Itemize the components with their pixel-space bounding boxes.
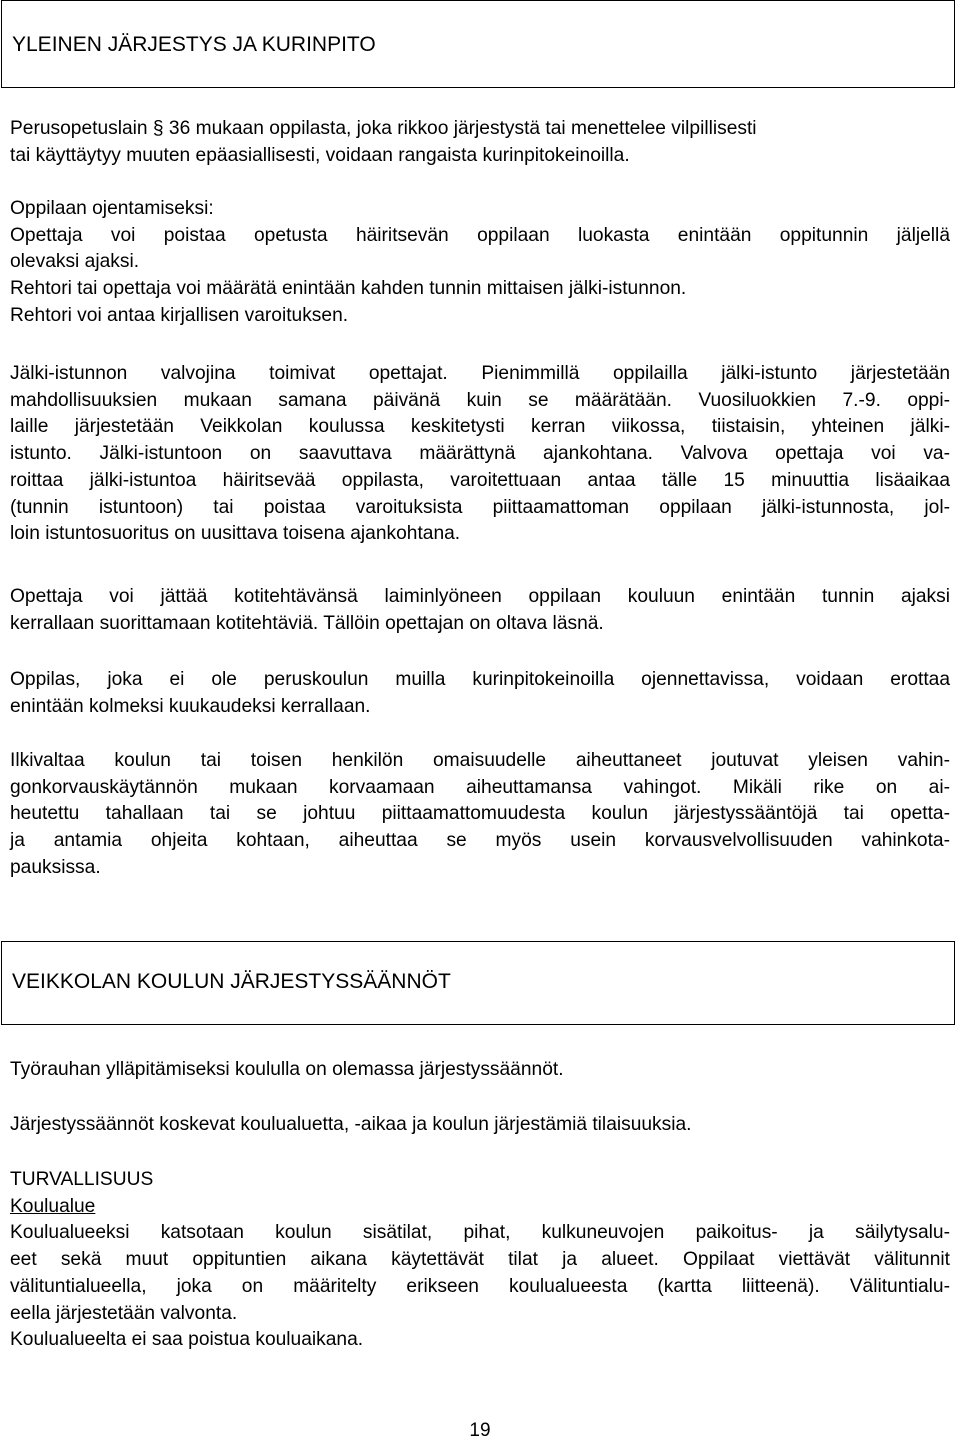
text-line: Ilkivaltaa koulun tai toisen henkilön omaisuudelle aiheuttaneet joutuvat yleisen vahin- (10, 750, 950, 771)
text-line: olevaksi ajaksi. (10, 251, 140, 273)
section-heading-school-rules: VEIKKOLAN KOULUN JÄRJESTYSSÄÄNNÖT (12, 970, 451, 993)
text-line: Oppilas, joka ei ole peruskoulun muilla kurinpitokeinoilla ojennettavissa, voidaan erottaa (10, 669, 950, 690)
text-line: tai käyttäytyy muuten epäasiallisesti, voidaan rangaista kurinpitokeinoilla. (10, 144, 630, 166)
text-line: roittaa jälki-istuntoa häiritsevää oppilasta, varoitettuaan antaa tälle 15 minuuttia lisäaikaa (10, 469, 950, 491)
paragraph-homework (10, 584, 950, 637)
text-line: eella järjestetään valvonta. (10, 1302, 238, 1324)
text-line: Opettaja voi jättää kotitehtävänsä laiminlyöneen oppilaan kouluun enintään tunnin ajaksi (10, 586, 950, 607)
text-line: kerrallaan suorittamaan kotitehtäviä. Tällöin opettajan on oltava läsnä. (10, 612, 604, 634)
text-line: mahdollisuuksien mukaan samana päivänä kuin se määrätään. Vuosiluokkien 7.-9. oppi- (10, 389, 950, 411)
text-line: laille järjestetään Veikkolan koulussa keskitetysti kerran viikossa, tiistaisin, yhteinen jälki- (10, 416, 950, 438)
text-line: Jälki-istunnon valvojina toimivat opettajat. Pienimmillä oppilailla jälki-istunto järjestetään (10, 363, 950, 384)
text-line: Koulualueeksi katsotaan koulun sisätilat, pihat, kulkuneuvojen paikoitus- ja säilytysalu- (10, 1222, 950, 1244)
paragraph-legal-basis (10, 116, 950, 169)
paragraph-student-correction (10, 196, 950, 330)
text-line: pauksissa. (10, 856, 101, 878)
text-line: Työrauhan ylläpitämiseksi koululla on olemassa järjestyssäännöt. (10, 1059, 564, 1080)
section-heading-general-order: YLEINEN JÄRJESTYS JA KURINPITO (12, 33, 376, 56)
text-line: loin istuntosuoritus on uusittava toisena ajankohtana. (10, 523, 461, 545)
safety-section (10, 1167, 950, 1354)
text-line: heutettu tahallaan tai se johtuu piittaamattomuudesta koulun järjestyssääntöjä tai opetta- (10, 803, 950, 825)
section-heading-box-general-order (1, 0, 955, 88)
text-line: Oppilaan ojentamiseksi: (10, 198, 214, 219)
page-number: 19 (469, 1420, 491, 1441)
section-heading-box-school-rules (1, 941, 955, 1025)
text-line: enintään kolmeksi kuukaudeksi kerrallaan. (10, 695, 371, 717)
paragraph-rules-purpose (10, 1057, 950, 1084)
subheading-safety: TURVALLISUUS (10, 1169, 154, 1190)
paragraph-rules-scope (10, 1112, 950, 1139)
text-line: Koulualueelta ei saa poistua kouluaikana. (10, 1329, 364, 1351)
text-line: (tunnin istuntoon) tai poistaa varoituksista piittaamattoman oppilaan jälki-istunnosta, jol- (10, 496, 950, 518)
paragraph-detention (10, 361, 950, 548)
text-line: Opettaja voi poistaa opetusta häiritsevän oppilaan luokasta enintään oppitunnin jäljellä (10, 224, 950, 246)
text-line: välituntialueella, joka on määritelty erikseen koulualueesta (kartta liitteenä). Välituntialu- (10, 1275, 950, 1297)
text-line: Perusopetuslain § 36 mukaan oppilasta, joka rikkoo järjestystä tai menettelee vilpillisesti (10, 118, 757, 139)
paragraph-vandalism (10, 748, 950, 882)
text-line: Rehtori voi antaa kirjallisen varoituksen. (10, 304, 349, 326)
text-line: gonkorvauskäytännön mukaan korvaamaan aiheuttamansa vahingot. Mikäli rike on ai- (10, 776, 950, 798)
text-line: istunto. Jälki-istuntoon on saavuttava määrättynä ajankohtana. Valvova opettaja voi va- (10, 443, 950, 465)
text-line: eet sekä muut oppituntien aikana käytettävät tilat ja alueet. Oppilaat viettävät välitunnit (10, 1249, 950, 1271)
text-line: Järjestyssäännöt koskevat koulualuetta, -aikaa ja koulun järjestämiä tilaisuuksia. (10, 1114, 692, 1135)
paragraph-expulsion (10, 667, 950, 720)
text-line: Rehtori tai opettaja voi määrätä enintään kahden tunnin mittaisen jälki-istunnon. (10, 278, 687, 300)
text-line: ja antamia ohjeita kohtaan, aiheuttaa se myös usein korvausvelvollisuuden vahinkota- (10, 830, 950, 852)
subheading-school-area: Koulualue (10, 1195, 96, 1217)
